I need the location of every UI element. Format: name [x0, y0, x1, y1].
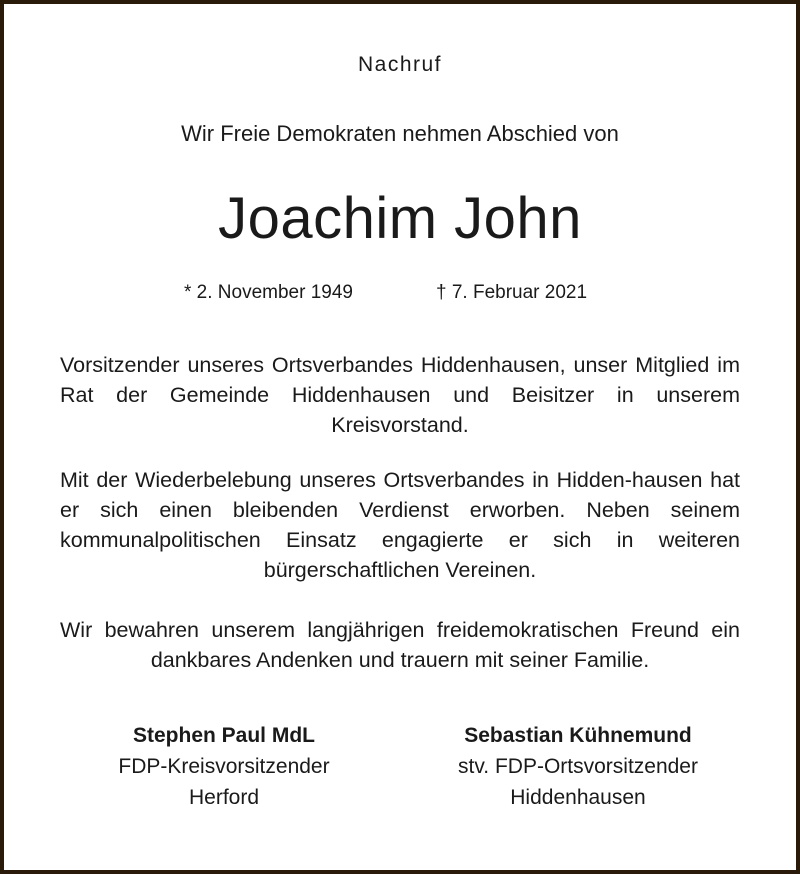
- signatory-left: [54, 720, 394, 813]
- obituary-notice: [4, 4, 796, 870]
- paragraph-roles: Vorsitzender unseres Ortsverbandes Hiddenhausen, unser Mitglied im Rat der Gemeinde Hiddenhausen und Beisitzer in unserem Kreisvorstand.: [60, 353, 740, 437]
- paragraph-merits: Mit der Wiederbelebung unseres Ortsverbandes in Hidden-hausen hat er sich einen bleibenden Verdienst erworben. Neben seinem kommunalpolitischen Einsatz engagierte er sich in weiteren bürgerschaftlichen Vereinen.: [60, 468, 740, 582]
- signatory-right: [408, 720, 748, 813]
- deceased-name: Joachim John: [218, 186, 582, 251]
- notice-heading: Nachruf: [357, 53, 443, 76]
- signatory-place: Hiddenhausen: [510, 786, 646, 809]
- signatory-role: stv. FDP-Ortsvorsitzender: [458, 755, 698, 778]
- signatory-name: Sebastian Kühnemund: [464, 724, 692, 747]
- signatory-role: FDP-Kreisvorsitzender: [118, 755, 330, 778]
- signatory-name: Stephen Paul MdL: [132, 724, 315, 747]
- birth-date: * 2. November 1949: [184, 282, 353, 303]
- death-date: † 7. Februar 2021: [436, 282, 588, 303]
- paragraph-remembrance: Wir bewahren unserem langjährigen freidemokratischen Freund ein dankbares Andenken und trauern mit seiner Familie.: [60, 618, 740, 672]
- intro-line: Wir Freie Demokraten nehmen Abschied von: [181, 121, 619, 146]
- signatory-place: Herford: [188, 786, 260, 809]
